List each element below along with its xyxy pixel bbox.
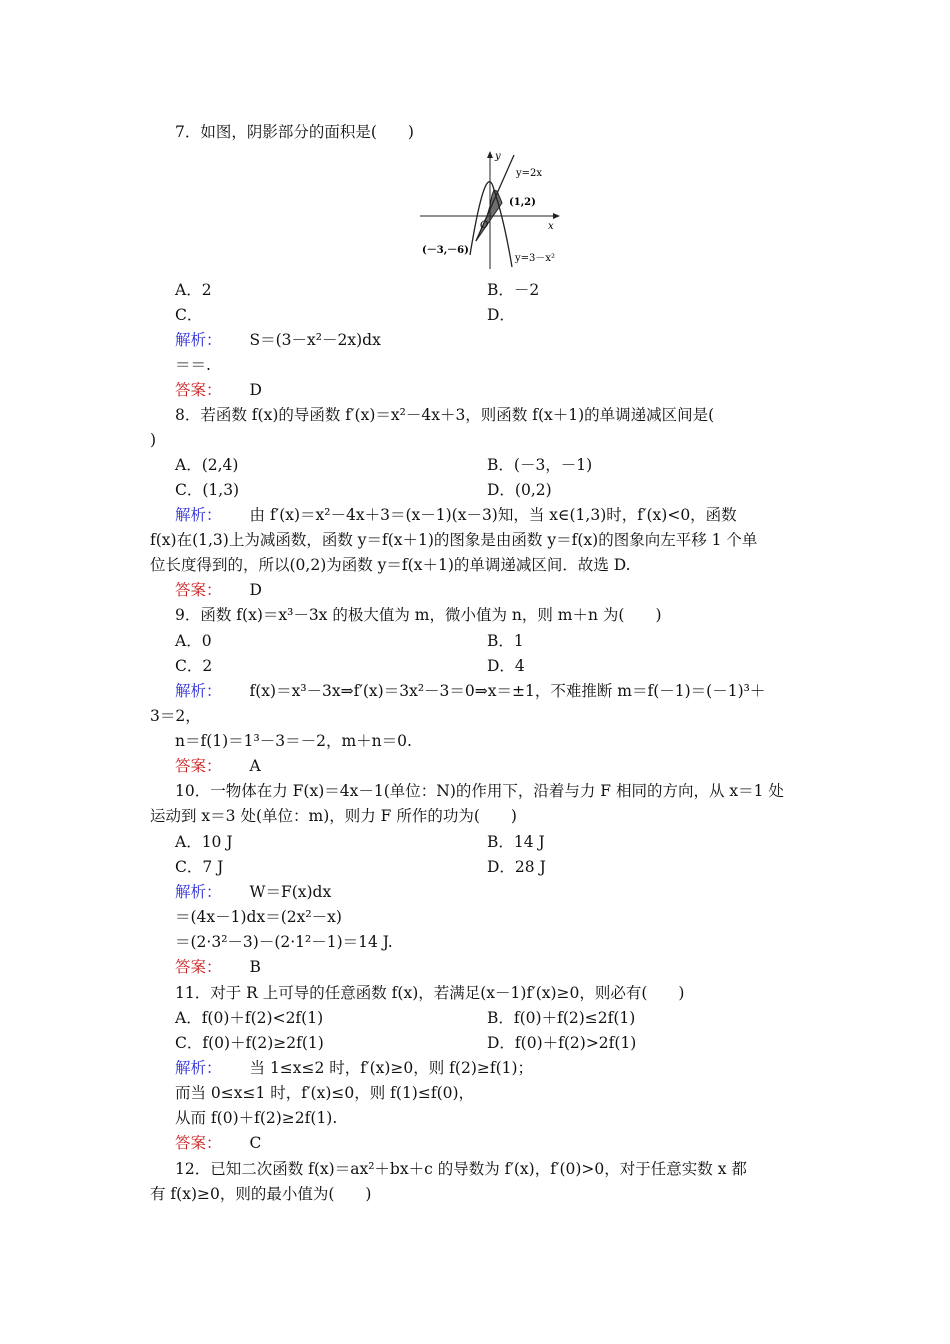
q8-option-c: C．(1,3) — [175, 481, 240, 499]
q9-solution-1 — [175, 681, 765, 701]
q8-stem-1: 8．若函数 f(x)的导函数 f′(x)＝x²－4x＋3，则函数 f(x＋1)的单调递减区间是( — [175, 406, 715, 424]
q8-solution-text: 由 f′(x)＝x²－4x＋3＝(x－1)(x－3)知，当 x∈(1,3)时，f′(x)<0，函数 — [249, 506, 737, 524]
solution-label: 解析： — [175, 506, 222, 524]
q12-stem-1: 12．已知二次函数 f(x)＝ax²＋bx＋c 的导数为 f′(x)，f′(0)>0，对于任意实数 x 都 — [175, 1160, 747, 1178]
q8-option-a: A．(2,4) — [175, 456, 239, 474]
q10-stem-1: 10．一物体在力 F(x)＝4x－1(单位：N)的作用下，沿着与力 F 相同的方向，从 x＝1 处 — [175, 782, 784, 800]
q9-stem: 9．函数 f(x)＝x³－3x 的极大值为 m，微小值为 n，则 m＋n 为( ) — [175, 606, 662, 624]
q8-stem-2: ) — [150, 431, 157, 449]
q7-answer-value: D — [249, 381, 262, 399]
q10-solution-3: ＝(2·3²－3)－(2·1²－1)＝14 J. — [175, 933, 393, 951]
q11-solution-1 — [175, 1058, 533, 1078]
q11-option-b: B．f(0)＋f(2)≤2f(1) — [487, 1009, 636, 1027]
q11-option-d: D．f(0)＋f(2)>2f(1) — [487, 1034, 637, 1052]
q10-solution-2: ＝(4x－1)dx＝(2x²－x) — [175, 908, 342, 926]
q7-option-b: B．－2 — [487, 281, 540, 299]
label-y-3-x2: y=3－x² — [515, 253, 556, 264]
q9-solution-text: f(x)＝x³－3x⇒f′(x)＝3x²－3＝0⇒x＝±1，不难推断 m＝f(－1)＝(－1)³＋ — [249, 682, 766, 700]
q9-option-b: B．1 — [487, 632, 524, 650]
label-point-1-2: (1,2) — [509, 197, 536, 208]
solution-label: 解析： — [175, 1059, 222, 1077]
q9-option-a: A．0 — [175, 632, 212, 650]
x-axis-label: x — [548, 221, 554, 232]
q9-option-c: C．2 — [175, 657, 213, 675]
q11-stem: 11．对于 R 上可导的任意函数 f(x)，若满足(x－1)f′(x)≥0，则必有( ) — [175, 984, 685, 1002]
q7-stem: 7．如图，阴影部分的面积是( ) — [175, 123, 414, 141]
q10-option-d: D．28 J — [487, 858, 546, 876]
label-y-2x: y=2x — [516, 168, 543, 179]
q10-answer — [175, 957, 261, 977]
answer-label: 答案： — [175, 381, 222, 399]
q8-option-b: B．(－3，－1) — [487, 456, 593, 474]
q8-solution-1 — [175, 505, 737, 525]
q8-answer-value: D — [249, 581, 262, 599]
q9-answer — [175, 756, 261, 776]
solution-label: 解析： — [175, 682, 222, 700]
q7-solution-text: S＝(3－x²－2x)dx — [249, 331, 381, 349]
y-axis-label: y — [495, 151, 501, 162]
answer-label: 答案： — [175, 1134, 222, 1152]
q11-option-c: C．f(0)＋f(2)≥2f(1) — [175, 1034, 324, 1052]
answer-label: 答案： — [175, 581, 222, 599]
q8-solution-3: 位长度得到的，所以(0,2)为函数 y＝f(x＋1)的单调递减区间．故选 D. — [150, 556, 631, 574]
q11-answer-value: C — [249, 1134, 262, 1152]
x-axis-arrow — [553, 213, 560, 219]
q7-figure — [415, 147, 565, 272]
q10-solution-text: W＝F(x)dx — [249, 883, 332, 901]
q8-solution-2: f(x)在(1,3)上为减函数，函数 y＝f(x＋1)的图象是由函数 y＝f(x)的图象向左平移 1 个单 — [150, 531, 758, 549]
q8-answer — [175, 580, 262, 600]
parabola — [470, 182, 512, 267]
q7-solution-2: ＝＝. — [175, 356, 211, 374]
y-axis-arrow — [487, 151, 493, 158]
q8-option-d: D．(0,2) — [487, 481, 552, 499]
answer-label: 答案： — [175, 958, 222, 976]
q11-solution-2: 而当 0≤x≤1 时，f′(x)≤0，则 f(1)≤f(0)， — [175, 1084, 475, 1102]
q11-solution-text: 当 1≤x≤2 时，f′(x)≥0，则 f(2)≥f(1)； — [249, 1059, 534, 1077]
q12-stem-2: 有 f(x)≥0，则的最小值为( ) — [150, 1185, 372, 1203]
label-point-neg3-neg6: (－3,－6) — [422, 245, 469, 256]
q10-stem-2: 运动到 x＝3 处(单位：m)，则力 F 所作的功为( ) — [150, 807, 517, 825]
q7-answer — [175, 380, 262, 400]
q10-answer-value: B — [249, 958, 261, 976]
q7-solution-1 — [175, 330, 381, 350]
q9-solution-2: 3＝2， — [150, 707, 201, 725]
q9-answer-value: A — [249, 757, 261, 775]
q11-option-a: A．f(0)＋f(2)<2f(1) — [175, 1009, 324, 1027]
solution-label: 解析： — [175, 331, 222, 349]
solution-label: 解析： — [175, 883, 222, 901]
q7-option-c: C． — [175, 306, 203, 324]
q9-solution-3: n＝f(1)＝1³－3＝－2，m＋n＝0. — [175, 732, 412, 750]
q11-solution-3: 从而 f(0)＋f(2)≥2f(1). — [175, 1109, 338, 1127]
q10-option-a: A．10 J — [175, 833, 233, 851]
answer-label: 答案： — [175, 757, 222, 775]
q10-solution-1 — [175, 882, 331, 902]
q7-option-a: A．2 — [175, 281, 212, 299]
q11-answer — [175, 1133, 261, 1153]
q7-option-d: D． — [487, 306, 515, 324]
q9-option-d: D．4 — [487, 657, 525, 675]
q10-option-b: B．14 J — [487, 833, 545, 851]
origin-label: O — [480, 220, 489, 231]
q10-option-c: C．7 J — [175, 858, 224, 876]
